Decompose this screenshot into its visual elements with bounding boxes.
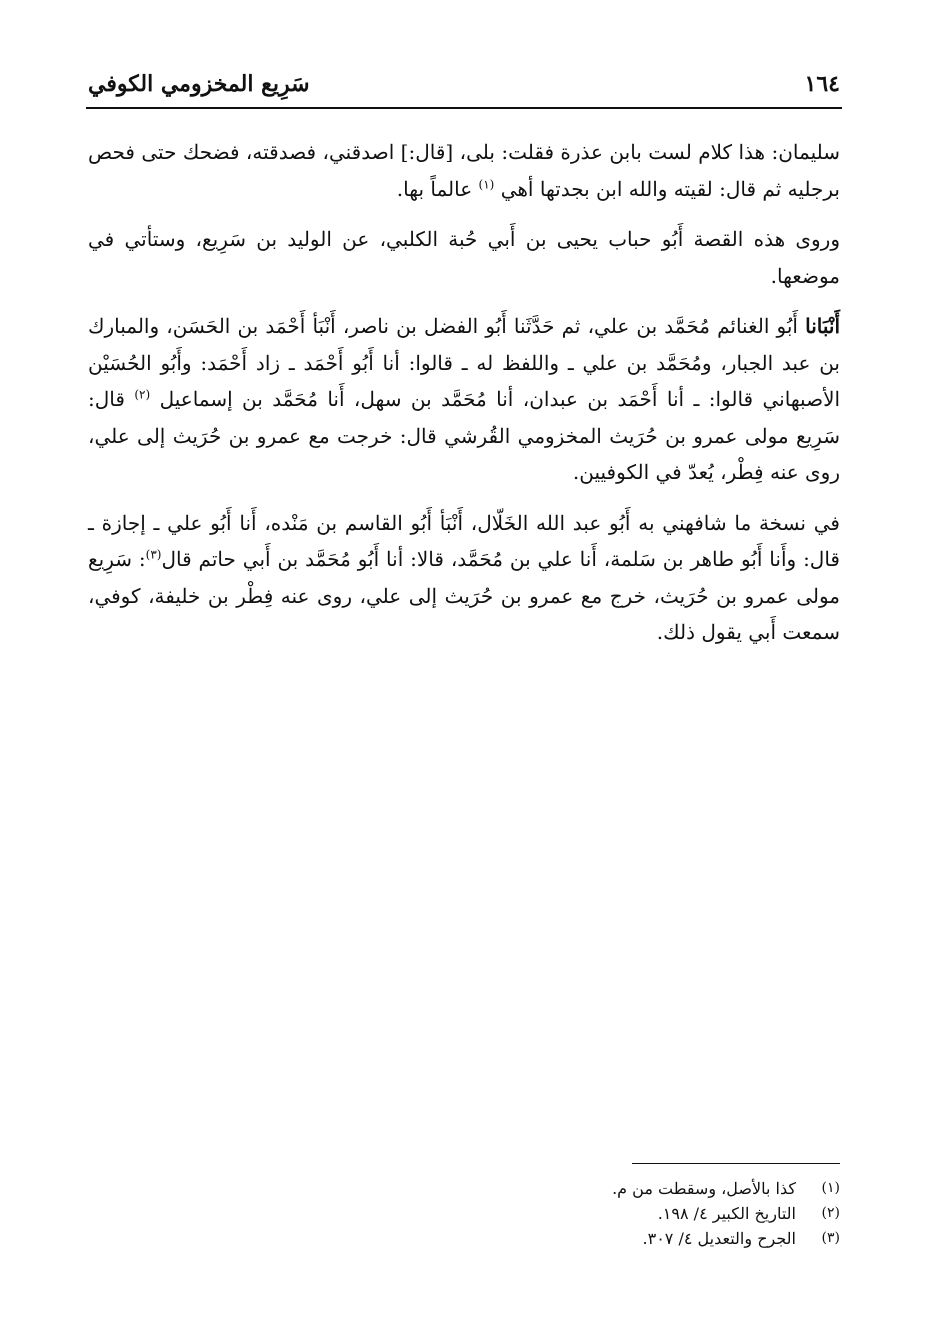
footnote-1-text: كذا بالأصل، وسقطت من م.	[612, 1179, 796, 1198]
paragraph-4	[88, 505, 840, 651]
footnote-ref-2: (٢)	[134, 387, 151, 402]
footnote-3-number: (٣)	[821, 1230, 840, 1246]
page-number: ١٦٤	[804, 71, 840, 97]
page-header	[88, 64, 840, 104]
paragraph-3	[88, 308, 840, 491]
paragraph-3-lead-word: أَنْبَانا	[805, 314, 841, 338]
footnotes	[400, 1176, 840, 1251]
footnote-3	[400, 1226, 840, 1251]
footnote-2-number: (٢)	[821, 1205, 840, 1221]
paragraph-4-text-b: : سَرِيع مولى عمرو بن حُرَيث، خرج مع عمرو بن حُرَيث إلى علي، روى عنه فِطْر بن خليفة، كوفي، سمعت أَبي يقول ذلك.	[88, 547, 840, 644]
header-rule	[86, 107, 842, 109]
footnote-ref-3: (٣)	[145, 547, 162, 562]
footnote-2	[400, 1201, 840, 1226]
footnote-1-number: (١)	[821, 1180, 840, 1196]
footnote-ref-1: (١)	[478, 176, 495, 191]
paragraph-3-text-b: قال: سَرِيع مولى عمرو بن حُرَيث المخزومي القُرشي قال: خرجت مع عمرو بن حُرَيث إلى علي، روى عنه فِطْر، يُعدّ في الكوفيين.	[88, 387, 840, 484]
footnote-1	[400, 1176, 840, 1201]
paragraph-2: وروى هذه القصة أَبُو حباب يحيى بن أَبي حُبة الكلبي، عن الوليد بن سَرِيع، وستأتي في موضعها.	[88, 227, 840, 288]
running-title: سَرِيع المخزومي الكوفي	[88, 71, 310, 97]
footnote-3-text: الجرح والتعديل ٤/ ٣٠٧.	[642, 1229, 796, 1248]
footnote-separator	[632, 1163, 840, 1164]
footnote-2-text: التاريخ الكبير ٤/ ١٩٨.	[657, 1204, 796, 1223]
paragraph-1	[88, 134, 840, 207]
main-text	[88, 134, 840, 665]
paragraph-4-text-a: في نسخة ما شافهني به أَبُو عبد الله الخَلّال، أَنْبَأ أَبُو القاسم بن مَنْده، أَنا أَبُو علي ـ إجازة ـ قال: وأَنا أَبُو طاهر بن سَلمة، أَنا علي بن مُحَمَّد، قالا: أنا أَبُو مُحَمَّد بن أَبي حاتم قال	[88, 510, 840, 571]
paragraph-3-text-a: أَبُو الغنائم مُحَمَّد بن علي، ثم حَدَّثَنا أَبُو الفضل بن ناصر، أَنْبَأ أَحْمَد بن الحَسَن، والمبارك بن عبد الجبار، ومُحَمَّد بن علي ـ واللفظ له ـ قالوا: أنا أَبُو أَحْمَد ـ زاد أَحْمَد: وأَبُو الحُسَيْن الأصبهاني قالوا: ـ أنا أَحْمَد بن عبدان، أنا مُحَمَّد بن سهل، أَنا مُحَمَّد بن إسماعيل	[88, 314, 841, 411]
paragraph-1-text-a: سليمان: هذا كلام لست بابن عذرة فقلت: بلى، [قال:] اصدقني، فصدقته، فضحك حتى فحص برجليه ثم قال: لقيته والله ابن بجدتها أهي	[88, 140, 840, 201]
paragraph-1-text-b: عالماً بها.	[396, 176, 473, 201]
